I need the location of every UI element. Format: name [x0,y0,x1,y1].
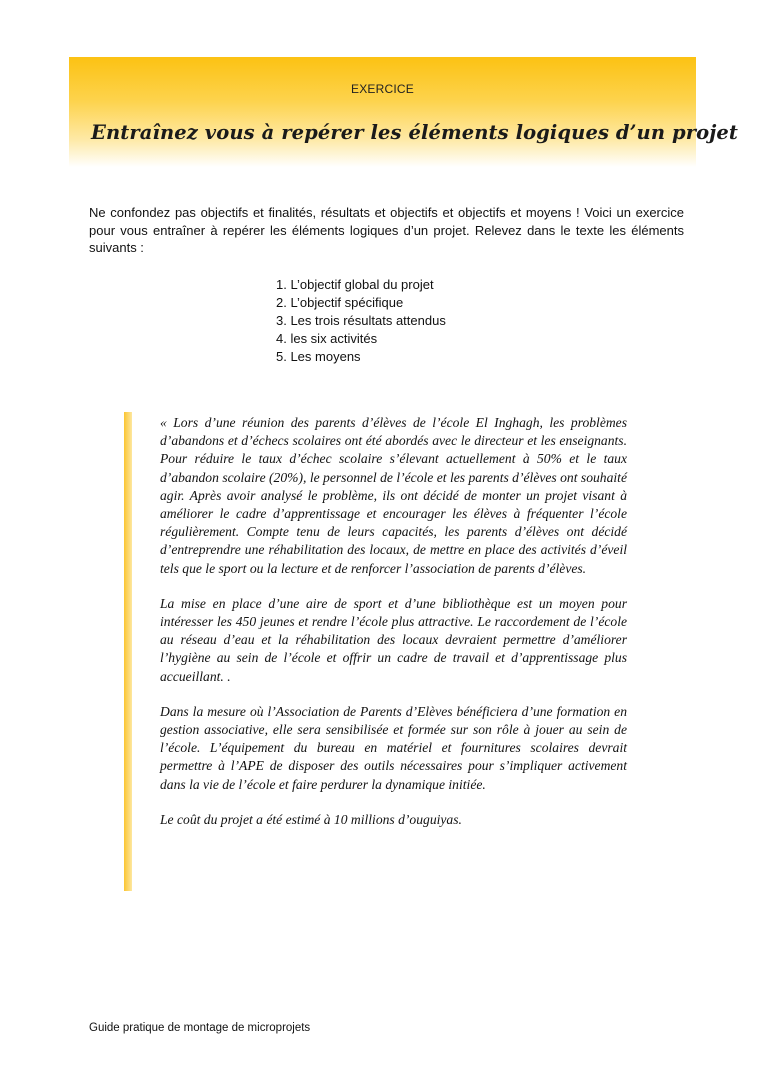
intro-paragraph: Ne confondez pas objectifs et finalités, résultats et objectifs et objectifs et moyens ! Voici un exercice pour vous entraîner à repérer les éléments logiques d’un projet. Relevez dans le texte les éléments suivants : [89,205,684,255]
elements-list [276,276,446,366]
case-paragraph-4: Le coût du projet a été estimé à 10 millions d’ouguiyas. [160,811,462,827]
case-paragraph-1: « Lors d’une réunion des parents d’élèves de l’école El Inghagh, les problèmes d’abandons et d’échecs scolaires ont été abordés avec le directeur et les enseignants. Pour réduire le taux d’échec scolaire s’élevant actuellement à 50% et le taux d’abandon scolaire (20%), le personnel de l’école et les parents d’élèves ont souhaité agir. Après avoir analysé le problème, ils ont décidé de monter un projet visant à améliorer le cadre d’apprentissage et encourager les élèves à fréquenter l’école régulièrement. Compte tenu de leurs capacités, les parents d’élèves ont décidé d’entreprendre une réhabilitation des locaux, de mettre en place des activités d’éveil tels que le sport ou la lecture et de renforcer l’association de parents d’élèves. [160,415,627,576]
case-study-text [160,414,627,846]
list-item: 4. les six activités [276,331,378,346]
case-paragraph-2: La mise en place d’une aire de sport et d’une bibliothèque est un moyen pour intéresser les 450 jeunes et rendre l’école plus attractive. Le raccordement de l’école au réseau d’eau et la réhabilitation des locaux devraient permettre d’améliorer l’hygiène au sein de l’école et offrir un cadre de travail et d’apprentissage plus accueillant. . [160,595,627,684]
list-item: 5. Les moyens [276,349,361,364]
exercise-label: EXERCICE [351,82,414,96]
footer-text: Guide pratique de montage de microprojets [89,1022,311,1034]
page-title: Entraînez vous à repérer les éléments logiques d’un projet [91,121,738,144]
list-item: 3. Les trois résultats attendus [276,313,446,328]
header-band [69,57,738,167]
case-paragraph-3: Dans la mesure où l’Association de Parents d’Elèves bénéficiera d’une formation en gestion associative, elle sera sensibilisée et formée sur son rôle à jouer au sein de l’école. L’équipement du bureau en matériel et fournitures scolaires devrait permettre à l’APE de disposer des outils nécessaires pour s’impliquer activement dans la vie de l’école et faire perdurer la dynamique initiée. [160,703,627,792]
list-item: 1. L’objectif global du projet [276,277,434,292]
list-item: 2. L’objectif spécifique [276,295,404,310]
quote-accent-bar [124,412,132,891]
